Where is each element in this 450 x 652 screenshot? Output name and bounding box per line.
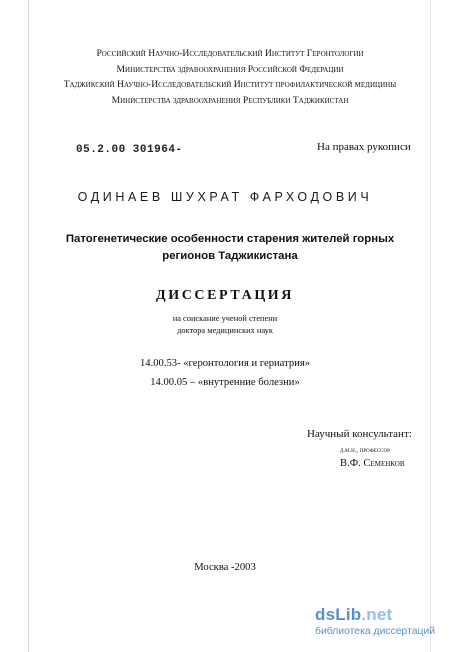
institution-line-4: Министерства здравоохранения Республики Таджикистан [111, 94, 349, 106]
institution-header [40, 46, 420, 108]
city-year: Москва -2003 [194, 562, 256, 573]
specialty-item: 14.00.53- «геронтология и гериатрия» [139, 358, 310, 369]
institution-line-3: Таджикский Научно-Исследовательский Институт профилактической медицины [63, 79, 397, 90]
degree-line-2: доктора медицинских наук [177, 326, 273, 335]
institution-line-1: Российский Научно-Исследовательский Институт Геронтологии [96, 48, 364, 59]
manuscript-rights-note: На правах рукописи [317, 141, 411, 153]
title-line-2: регионов Таджикистана [162, 250, 298, 262]
registration-stamp: 05.2.00 301964- [76, 144, 183, 156]
degree-line-1: на соискание ученой степени [172, 314, 278, 323]
watermark-brand: dsLib [315, 605, 362, 624]
dslib-watermark [315, 605, 445, 637]
watermark-tld: .net [361, 605, 393, 624]
author-name: ОДИНАЕВ ШУХРАТ ФАРХОДОВИЧ [77, 190, 373, 204]
institution-line-2: Министерства здравоохранения Российской Федерации [116, 63, 344, 75]
title-line-1: Патогенетические особенности старения жителей горных [65, 233, 395, 245]
specialty-item: 14.00.05 – «внутренние болезни» [150, 377, 300, 388]
consultant-degree: д.м.н., профессор [340, 447, 390, 454]
watermark-tagline: библиотека диссертаций [315, 626, 436, 637]
document-type: ДИССЕРТАЦИЯ [155, 288, 295, 303]
consultant-name: В.Ф. Семенков [340, 458, 405, 469]
watermark-logo [315, 605, 445, 625]
dissertation-title [40, 231, 420, 265]
specialty-codes [0, 354, 450, 392]
degree-sought [0, 313, 450, 337]
consultant-label: Научный консультант: [307, 428, 412, 440]
